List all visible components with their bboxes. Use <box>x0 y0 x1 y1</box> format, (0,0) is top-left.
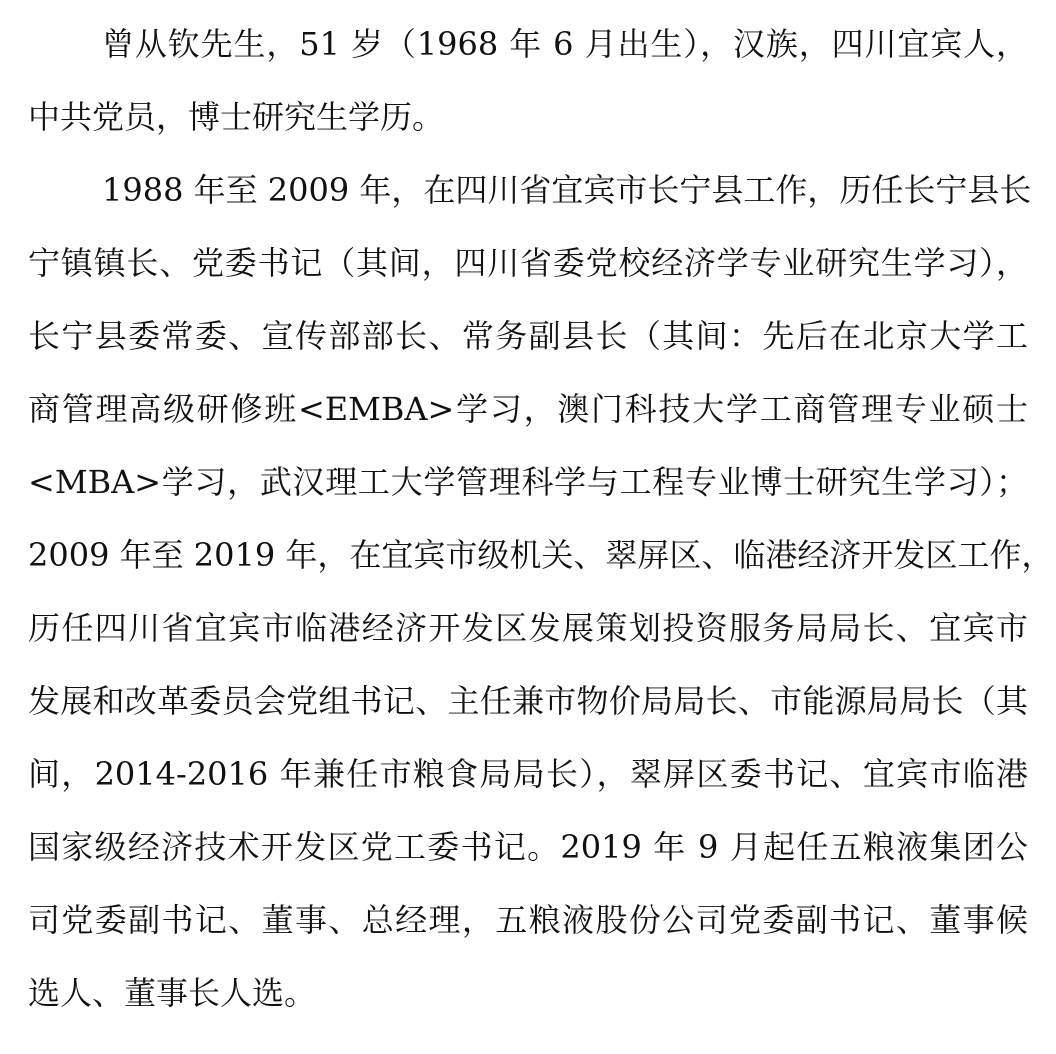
text-line: 发展和改革委员会党组书记、主任兼市物价局局长、市能源局局长（其 <box>28 682 1028 720</box>
text-line: 中共党员，博士研究生学历。 <box>28 98 445 136</box>
text-line: 1988 年至 2009 年，在四川省宜宾市长宁县工作，历任长宁县长 <box>102 171 1032 209</box>
text-line: 长宁县委常委、宣传部部长、常务副县长（其间：先后在北京大学工 <box>28 317 1028 355</box>
text-line: 间，2014-2016 年兼任市粮食局局长），翠屏区委书记、宜宾市临港 <box>28 755 1028 793</box>
text-line: 选人、董事长人选。 <box>28 974 317 1012</box>
text-line: 2009 年至 2019 年，在宜宾市级机关、翠屏区、临港经济开发区工作， <box>28 536 1054 574</box>
text-line: 司党委副书记、董事、总经理，五粮液股份公司党委副书记、董事候 <box>28 901 1028 939</box>
text-line: <MBA>学习，武汉理工大学管理科学与工程专业博士研究生学习）； <box>28 463 1028 501</box>
text-line: 曾从钦先生，51 岁（1968 年 6 月出生），汉族，四川宜宾人， <box>102 25 1028 63</box>
text-line: 商管理高级研修班<EMBA>学习，澳门科技大学工商管理专业硕士 <box>28 390 1028 428</box>
text-line: 宁镇镇长、党委书记（其间，四川省委党校经济学专业研究生学习）， <box>28 244 1028 282</box>
text-line: 历任四川省宜宾市临港经济开发区发展策划投资服务局局长、宜宾市 <box>28 609 1028 647</box>
text-line: 国家级经济技术开发区党工委书记。2019 年 9 月起任五粮液集团公 <box>28 828 1028 866</box>
